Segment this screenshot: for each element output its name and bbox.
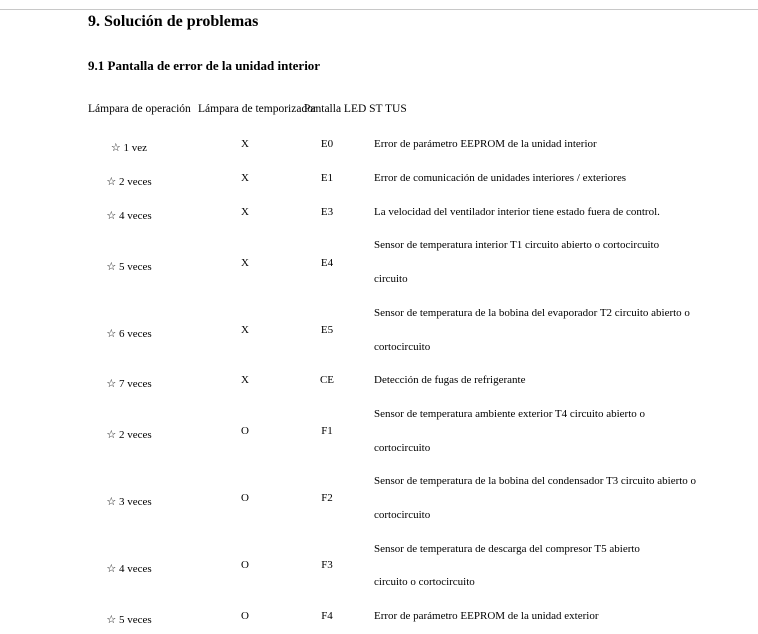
description-line: circuito — [374, 273, 408, 285]
operation-lamp-cell: ☆ 4 veces — [106, 210, 152, 222]
error-code-cell: E3 — [320, 206, 334, 218]
error-code-cell: F4 — [321, 610, 333, 622]
timer-lamp-cell: X — [241, 257, 249, 269]
timer-lamp-cell: X — [241, 206, 249, 218]
timer-lamp-cell: O — [241, 559, 249, 571]
timer-lamp-cell: X — [241, 172, 249, 184]
header-operation-lamp: Lámpara de operación — [88, 103, 191, 115]
timer-lamp-cell: O — [241, 492, 249, 504]
error-code-cell: E4 — [320, 257, 334, 269]
subsection-title: 9.1 Pantalla de error de la unidad interior — [88, 58, 321, 73]
error-code-cell: E5 — [320, 324, 334, 336]
description-line: La velocidad del ventilador interior tiene estado fuera de control. — [374, 206, 660, 218]
timer-lamp-cell: O — [241, 610, 249, 622]
header-led-display: Pantalla LED ST TUS — [304, 103, 407, 115]
description-line: cortocircuito — [374, 509, 431, 521]
description-line: cortocircuito — [374, 442, 431, 454]
error-code-cell: CE — [319, 374, 335, 386]
description-line: Sensor de temperatura de descarga del compresor T5 abierto — [374, 543, 640, 555]
section-title: 9. Solución de problemas — [88, 13, 259, 30]
top-divider — [0, 9, 758, 10]
operation-lamp-cell: ☆ 3 veces — [106, 496, 152, 508]
timer-lamp-cell: X — [241, 138, 249, 150]
description-line: Sensor de temperatura de la bobina del condensador T3 circuito abierto o — [374, 475, 697, 487]
header-timer-lamp: Lámpara de temporizador — [198, 103, 317, 115]
error-code-cell: F1 — [321, 425, 333, 437]
description-line: Error de comunicación de unidades interiores / exteriores — [374, 172, 626, 184]
operation-lamp-cell: ☆ 7 veces — [106, 378, 152, 390]
description-line: cortocircuito — [374, 341, 431, 353]
description-line: Sensor de temperatura ambiente exterior T4 circuito abierto o — [374, 408, 646, 420]
description-line: Error de parámetro EEPROM de la unidad interior — [374, 138, 597, 150]
error-code-cell: E0 — [320, 138, 334, 150]
operation-lamp-cell: ☆ 2 veces — [106, 429, 152, 441]
operation-lamp-cell: ☆ 6 veces — [106, 328, 152, 340]
description-line: Sensor de temperatura de la bobina del evaporador T2 circuito abierto o — [374, 307, 690, 319]
timer-lamp-cell: X — [241, 374, 249, 386]
error-code-cell: F2 — [321, 492, 333, 504]
operation-lamp-cell: ☆ 4 veces — [106, 563, 152, 575]
description-line: circuito o cortocircuito — [374, 576, 475, 588]
description-line: Detección de fugas de refrigerante — [374, 374, 526, 386]
operation-lamp-cell: ☆ 5 veces — [106, 614, 152, 626]
operation-lamp-cell: ☆ 5 veces — [106, 261, 152, 273]
timer-lamp-cell: O — [241, 425, 249, 437]
timer-lamp-cell: X — [241, 324, 249, 336]
description-line: Error de parámetro EEPROM de la unidad exterior — [374, 610, 599, 622]
operation-lamp-cell: ☆ 2 veces — [106, 176, 152, 188]
error-code-cell: E1 — [320, 172, 334, 184]
description-line: Sensor de temperatura interior T1 circuito abierto o cortocircuito — [374, 239, 660, 251]
error-code-cell: F3 — [321, 559, 333, 571]
operation-lamp-cell: ☆ 1 vez — [110, 142, 148, 154]
